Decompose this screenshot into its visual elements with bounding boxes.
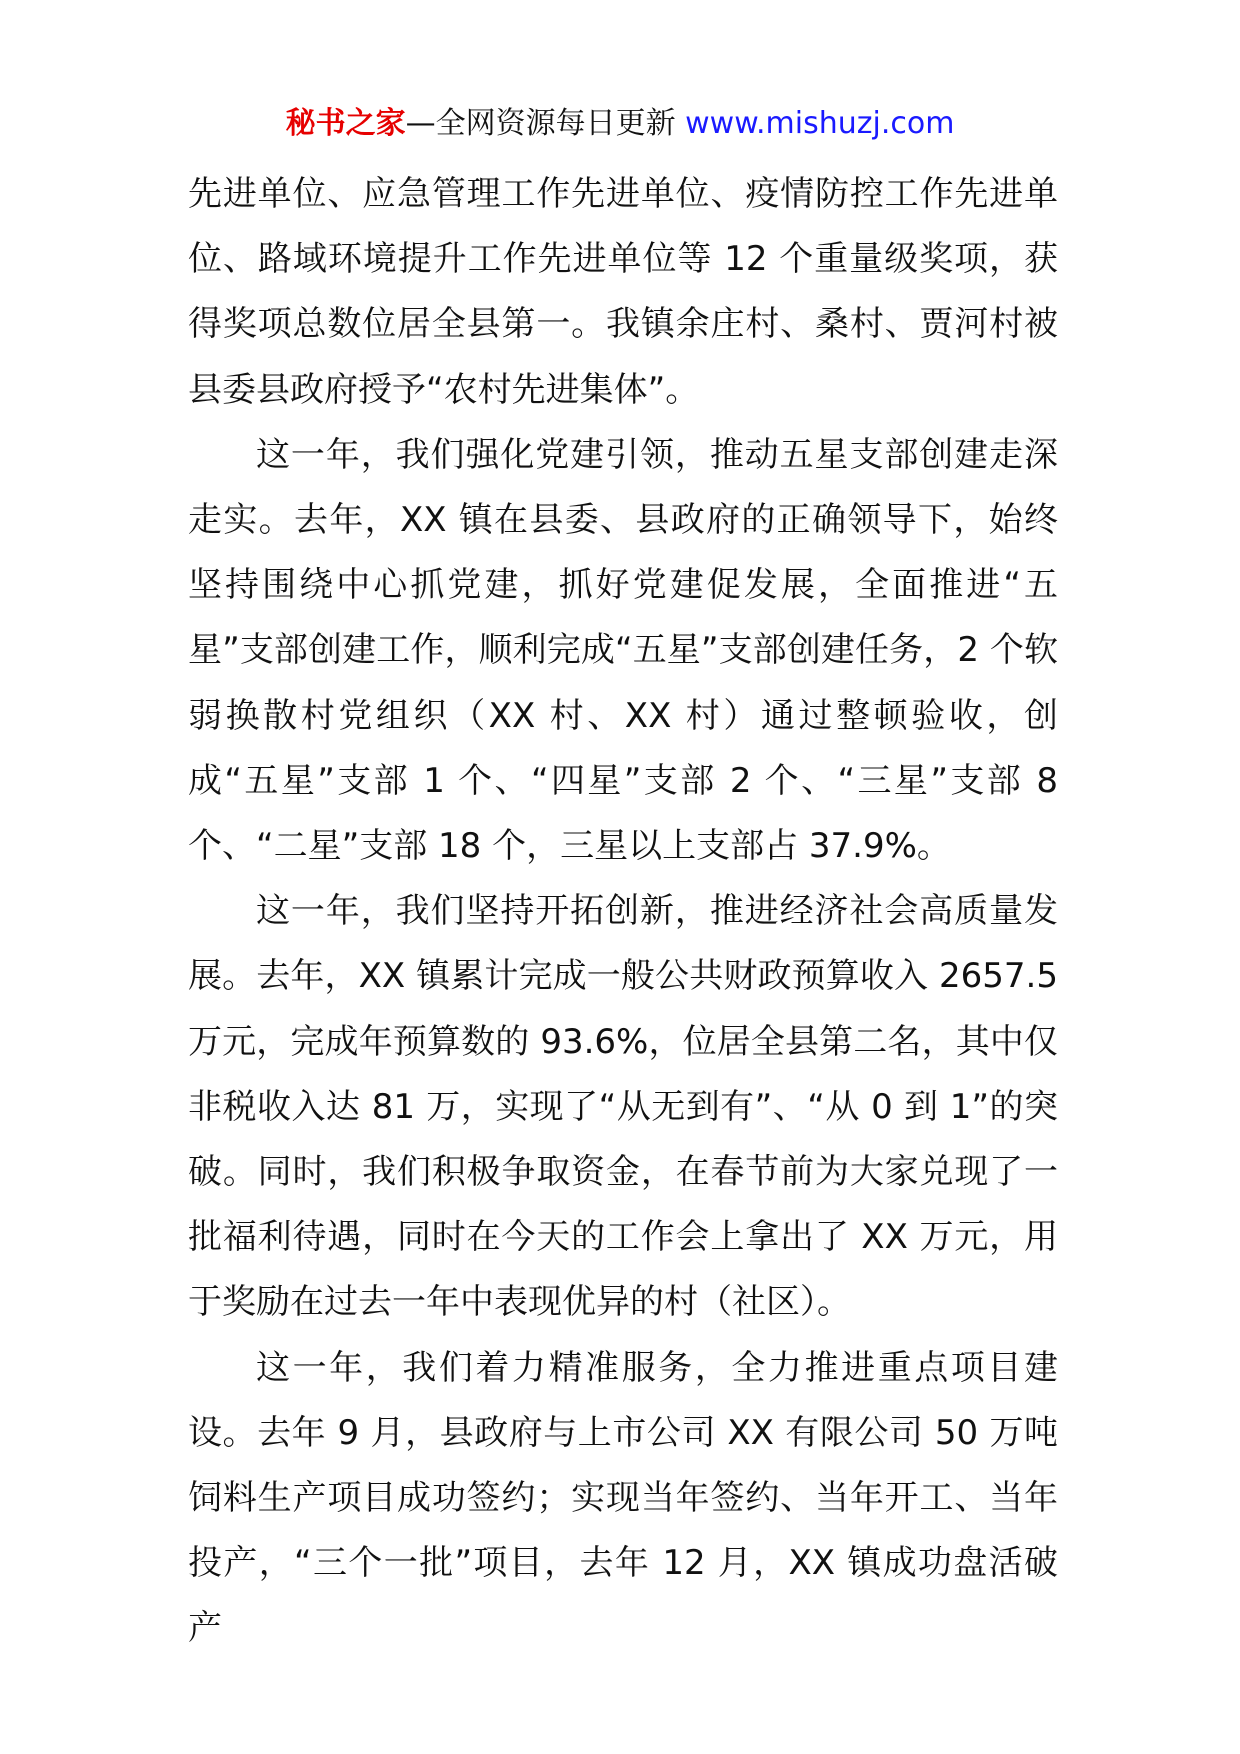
document-body <box>188 162 1058 1662</box>
paragraph-3: 这一年，我们坚持开拓创新，推进经济社会高质量发展。去年，XX 镇累计完成一般公共财政预算收入 2657.5 万元，完成年预算数的 93.6%，位居全县第二名，其中仅非税收入达 81 万，实现了“从无到有”、“从 0 到 1”的突破。同时，我们积极争取资金，在春节前为大家兑现了一批福利待遇，同时在今天的工作会上拿出了 XX 万元，用于奖励在过去一年中表现优异的村（社区）。 <box>188 891 1058 1323</box>
header-brand: 秘书之家 <box>285 106 406 141</box>
header-tagline: —全网资源每日更新 <box>405 106 686 141</box>
paragraph-4: 这一年，我们着力精准服务，全力推进重点项目建设。去年 9 月，县政府与上市公司 XX 有限公司 50 万吨饲料生产项目成功签约；实现当年签约、当年开工、当年投产，“三个一批”项目，去年 12 月，XX 镇成功盘活破产 <box>188 1347 1058 1649</box>
page-header <box>0 102 1240 146</box>
paragraph-2: 这一年，我们强化党建引领，推动五星支部创建走深走实。去年，XX 镇在县委、县政府的正确领导下，始终坚持围绕中心抓党建，抓好党建促发展，全面推进“五星”支部创建工作，顺利完成“五星”支部创建任务，2 个软弱换散村党组织（XX 村、XX 村）通过整顿验收，创成“五星”支部 1 个、“四星”支部 2 个、“三星”支部 8 个、“二星”支部 18 个，三星以上支部占 37.9%。 <box>188 434 1058 867</box>
header-url[interactable]: www.mishuzj.com <box>685 106 955 141</box>
paragraph-1: 先进单位、应急管理工作先进单位、疫情防控工作先进单位、路域环境提升工作先进单位等 12 个重量级奖项，获得奖项总数位居全县第一。我镇余庄村、桑村、贾河村被县委县政府授予“农村先进集体”。 <box>188 174 1058 410</box>
